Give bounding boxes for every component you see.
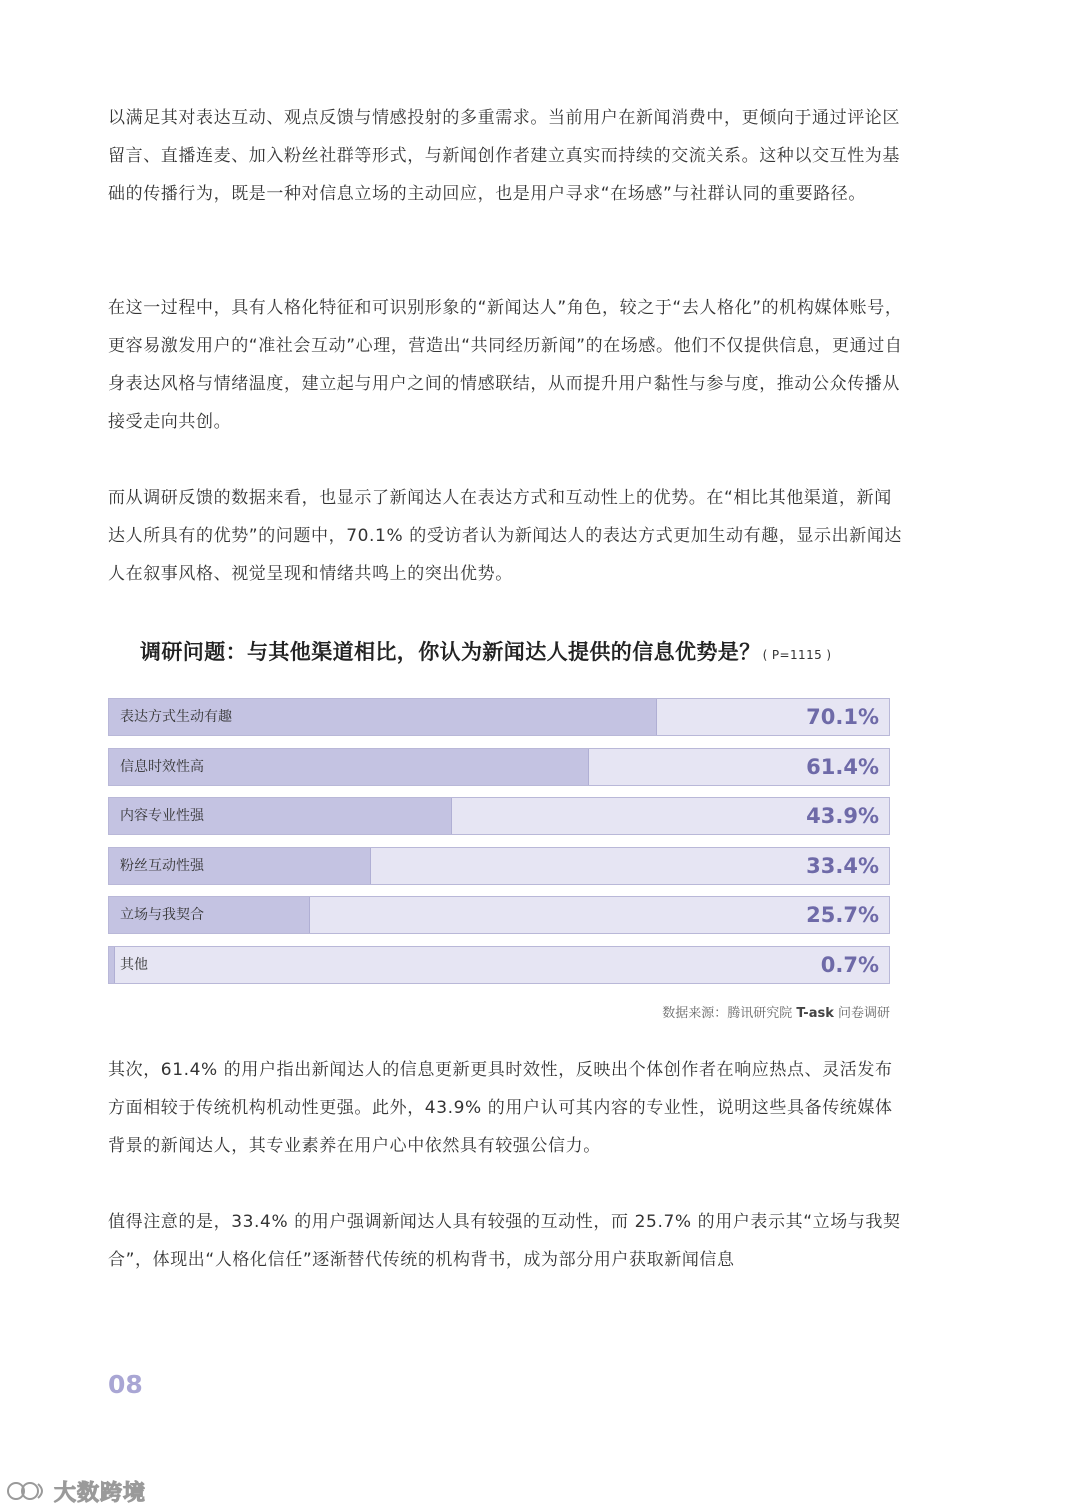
source-brand: T-ask <box>796 1006 834 1021</box>
page-number: 08 <box>108 1370 143 1399</box>
bar-category-label: 信息时效性高 <box>120 758 204 775</box>
paragraph-1: 以满足其对表达互动、观点反馈与情感投射的多重需求。当前用户在新闻消费中，更倾向于通过评论区留言、直播连麦、加入粉丝社群等形式，与新闻创作者建立真实而持续的交流关系。这种以交互性为基础的传播行为，既是一种对信息立场的主动回应，也是用户寻求“在场感”与社群认同的重要路径。 <box>108 108 900 204</box>
data-source <box>662 1002 890 1021</box>
chart-title-text: 调研问题：与其他渠道相比，你认为新闻达人提供的信息优势是？ <box>140 640 761 664</box>
chart-subtitle: ( P=1115 ) <box>762 648 832 662</box>
bar-row <box>108 896 890 934</box>
bar-row <box>108 748 890 786</box>
source-suffix: 问卷调研 <box>833 1006 890 1021</box>
paragraph-5: 值得注意的是，33.4% 的用户强调新闻达人具有较强的互动性，而 25.7% 的用户表示其“立场与我契合”，体现出“人格化信任”逐渐替代传统的机构背书，成为部分用户获取新闻信息 <box>108 1212 901 1270</box>
bar-chart <box>108 698 890 985</box>
bar-category-label: 内容专业性强 <box>120 808 204 825</box>
bar-category-label: 立场与我契合 <box>120 907 204 924</box>
bar-row <box>108 847 890 885</box>
bar-row <box>108 797 890 835</box>
bar-value-label: 25.7% <box>806 903 879 928</box>
bar-row <box>108 698 890 736</box>
chart-title <box>140 636 900 666</box>
watermark <box>6 1474 146 1508</box>
bar-category-label: 其他 <box>120 957 148 973</box>
paragraph-2: 在这一过程中，具有人格化特征和可识别形象的“新闻达人”角色，较之于“去人格化”的机构媒体账号，更容易激发用户的“准社会互动”心理，营造出“共同经历新闻”的在场感。他们不仅提供信息，更通过自身表达风格与情绪温度，建立起与用户之间的情感联结，从而提升用户黏性与参与度，推动公众传播从接受走向共创。 <box>108 298 903 432</box>
source-prefix: 数据来源：腾讯研究院 <box>662 1006 797 1021</box>
bar-value-label: 61.4% <box>806 754 879 779</box>
bar-category-label: 表达方式生动有趣 <box>120 709 232 725</box>
bar-value-label: 43.9% <box>806 804 879 829</box>
bar-value-label: 0.7% <box>820 953 879 977</box>
bar-value-label: 70.1% <box>806 705 879 729</box>
paragraph-4: 其次，61.4% 的用户指出新闻达人的信息更新更具时效性，反映出个体创作者在响应热点、灵活发布方面相较于传统机构机动性更强。此外，43.9% 的用户认可其内容的专业性，说明这些具备传统媒体背景的新闻达人，其专业素养在用户心中依然具有较强公信力。 <box>108 1060 893 1156</box>
bar-fill <box>109 947 115 983</box>
bar-row <box>108 946 890 984</box>
paragraph-3: 而从调研反馈的数据来看，也显示了新闻达人在表达方式和互动性上的优势。在“相比其他渠道，新闻达人所具有的优势”的问题中，70.1% 的受访者认为新闻达人的表达方式更加生动有趣，显示出新闻达人在叙事风格、视觉呈现和情绪共鸣上的突出优势。 <box>108 488 903 584</box>
bar-value-label: 33.4% <box>806 853 879 878</box>
watermark-text: 大数跨境 <box>54 1480 147 1506</box>
logo-icon <box>6 1478 50 1504</box>
bar-category-label: 粉丝互动性强 <box>120 857 204 874</box>
